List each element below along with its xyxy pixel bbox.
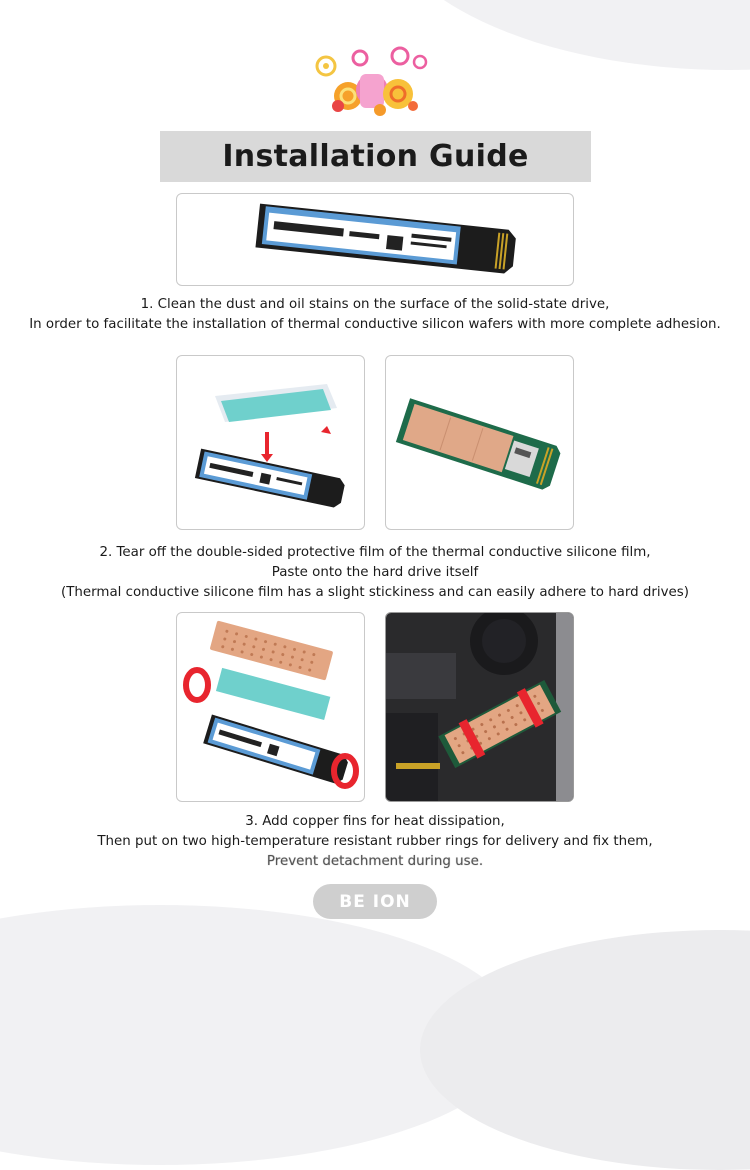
end-badge <box>313 884 437 919</box>
step2-image-peel-film <box>176 355 365 530</box>
brand-logo <box>308 44 436 120</box>
step3-line-3: Prevent detachment during use. <box>266 854 484 869</box>
step3-line-1: 3. Add copper fins for heat dissipation, <box>245 814 505 829</box>
end-badge-label: BE ION <box>339 891 411 912</box>
step3-image-exploded-kit <box>176 612 365 802</box>
step1-line-2: In order to facilitate the installation of thermal conductive silicon wafers with more complete adhesion. <box>29 317 721 332</box>
step1-line-1: 1. Clean the dust and oil stains on the surface of the solid-state drive, <box>140 297 610 312</box>
step1-caption <box>0 295 750 335</box>
step2-line-3: (Thermal conductive silicone film has a slight stickiness and can easily adhere to hard drives) <box>61 585 689 600</box>
step2-image-pad-applied <box>385 355 574 530</box>
step2-line-1: 2. Tear off the double-sided protective film of the thermal conductive silicone film, <box>99 545 651 560</box>
step2-line-2: Paste onto the hard drive itself <box>271 565 479 580</box>
title-bar <box>160 131 591 182</box>
step3-line-2: Then put on two high-temperature resistant rubber rings for delivery and fix them, <box>97 834 653 849</box>
page-title: Installation Guide <box>222 139 529 174</box>
background-curve-bottom-right <box>420 930 750 1170</box>
step3-caption <box>0 812 750 872</box>
step2-caption <box>0 543 750 603</box>
step1-image-ssd <box>176 193 574 286</box>
step3-image-installed-laptop <box>385 612 574 802</box>
